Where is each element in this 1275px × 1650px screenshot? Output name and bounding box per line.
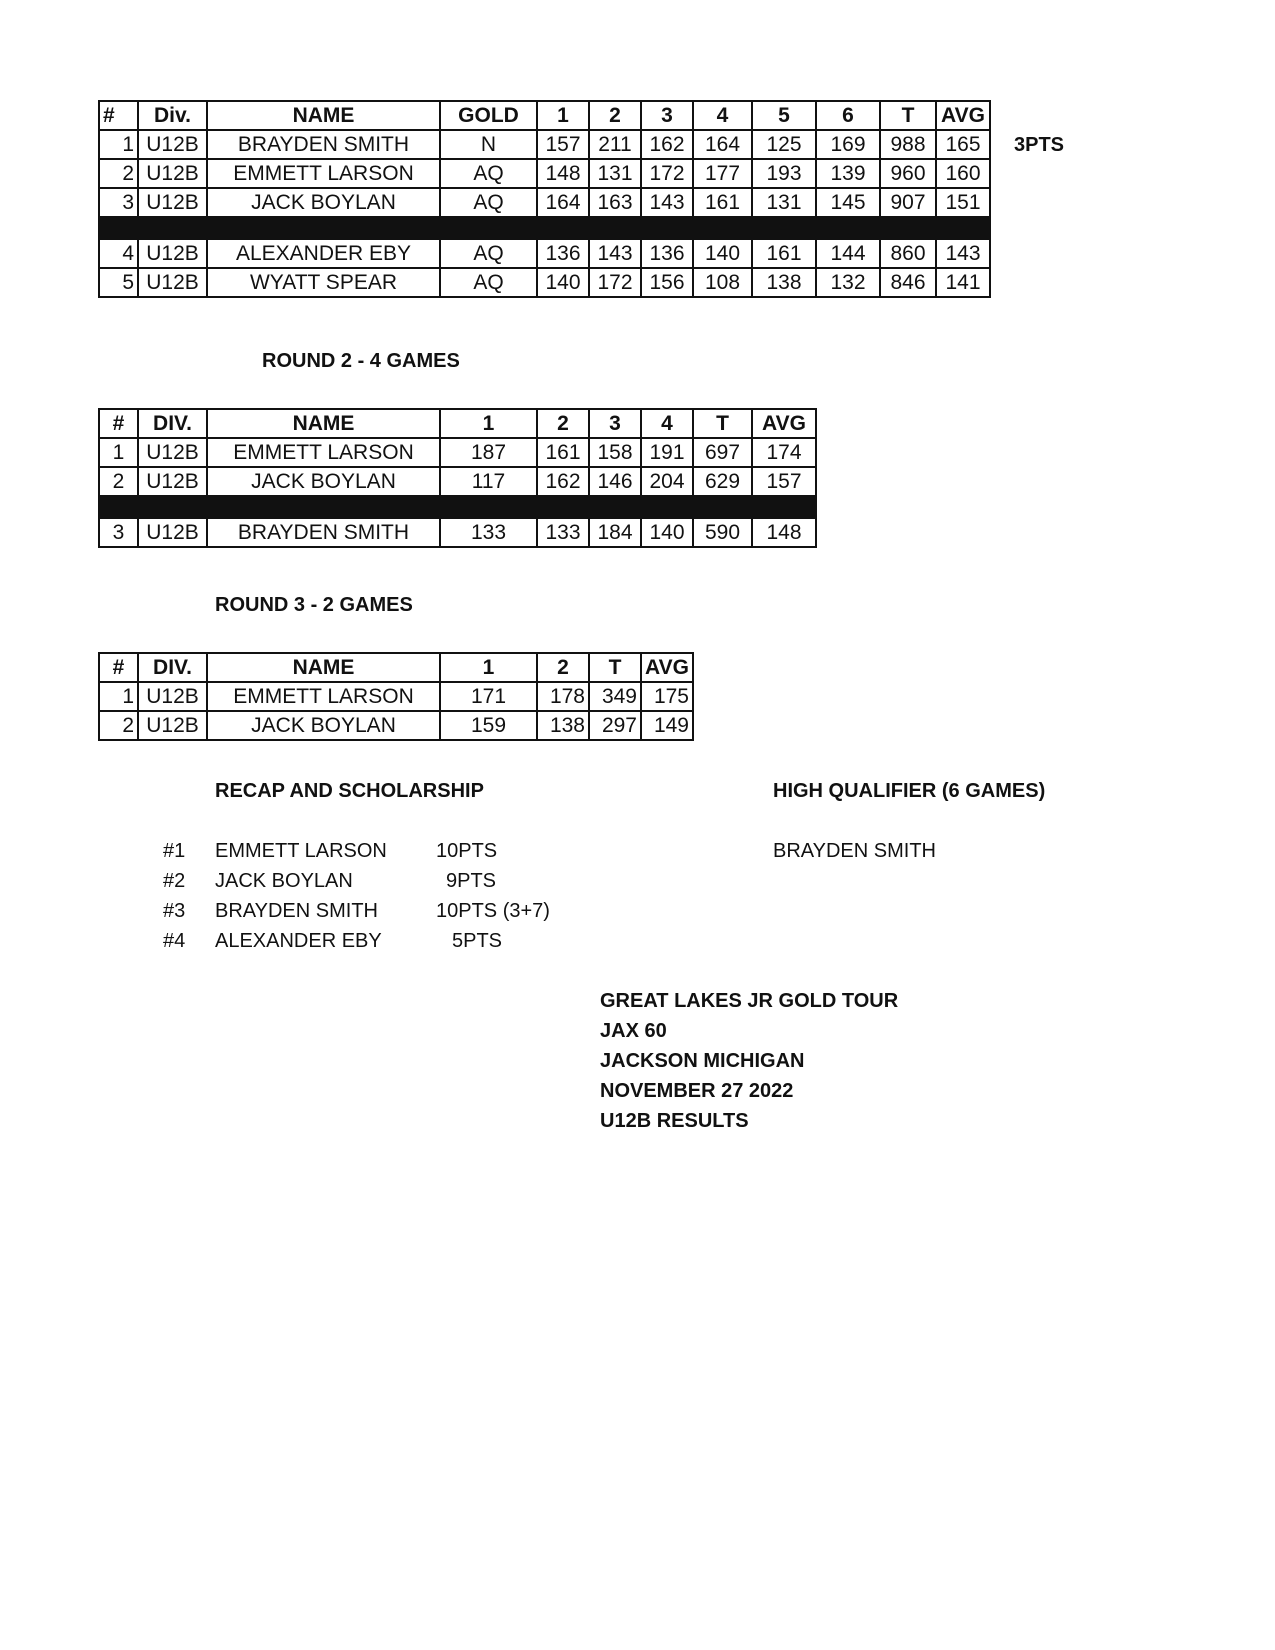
cell-name: BRAYDEN SMITH <box>207 130 440 159</box>
col-header: 5 <box>752 101 816 130</box>
cell-name: WYATT SPEAR <box>207 268 440 297</box>
cell-game: 193 <box>752 159 816 188</box>
table-row <box>99 518 816 547</box>
col-header: 6 <box>816 101 880 130</box>
col-header: T <box>693 409 752 438</box>
event-line: GREAT LAKES JR GOLD TOUR <box>600 990 899 1012</box>
cell-avg: 160 <box>936 159 990 188</box>
cell-div: U12B <box>138 438 207 467</box>
cell-game: 144 <box>816 239 880 268</box>
cell-gold: N <box>440 130 537 159</box>
cell-game: 140 <box>537 268 589 297</box>
cell-game: 140 <box>693 239 752 268</box>
col-header: 3 <box>641 101 693 130</box>
table-row <box>99 239 990 268</box>
table-row <box>99 438 816 467</box>
col-header: 3 <box>589 409 641 438</box>
event-line: JACKSON MICHIGAN <box>600 1050 805 1072</box>
cell-game: 138 <box>537 711 589 740</box>
cell-total: 590 <box>693 518 752 547</box>
cell-game: 172 <box>589 268 641 297</box>
cell-gold: AQ <box>440 268 537 297</box>
col-header: AVG <box>641 653 693 682</box>
col-header: # <box>99 101 138 130</box>
cell-game: 156 <box>641 268 693 297</box>
recap-rank: #4 <box>163 930 186 952</box>
cell-rank: 2 <box>99 711 138 740</box>
col-header: # <box>99 409 138 438</box>
cell-game: 139 <box>816 159 880 188</box>
cell-game: 146 <box>589 467 641 496</box>
col-header: AVG <box>936 101 990 130</box>
cell-rank: 4 <box>99 239 138 268</box>
cell-div: U12B <box>138 159 207 188</box>
table-row <box>99 188 990 217</box>
cell-avg: 165 <box>936 130 990 159</box>
row1-points-note: 3PTS <box>1014 134 1065 156</box>
cell-avg: 157 <box>752 467 816 496</box>
col-header: Div. <box>138 101 207 130</box>
qualifying-results-table <box>98 100 991 298</box>
cell-game: 133 <box>537 518 589 547</box>
col-header: 1 <box>440 409 537 438</box>
cell-rank: 1 <box>99 130 138 159</box>
table-row <box>99 130 990 159</box>
cell-game: 187 <box>440 438 537 467</box>
col-header: T <box>589 653 641 682</box>
col-header: 1 <box>537 101 589 130</box>
table-header-row <box>99 101 990 130</box>
table-header-row <box>99 409 816 438</box>
col-header: 2 <box>537 653 589 682</box>
cell-game: 143 <box>641 188 693 217</box>
cell-game: 163 <box>589 188 641 217</box>
recap-name: EMMETT LARSON <box>215 840 387 862</box>
cell-name: JACK BOYLAN <box>207 467 440 496</box>
cell-total: 697 <box>693 438 752 467</box>
cell-game: 161 <box>693 188 752 217</box>
cell-game: 132 <box>816 268 880 297</box>
cell-rank: 1 <box>99 682 138 711</box>
cell-game: 159 <box>440 711 537 740</box>
recap-points: 10PTS <box>436 840 498 862</box>
cell-game: 158 <box>589 438 641 467</box>
cell-game: 136 <box>641 239 693 268</box>
col-header: NAME <box>207 101 440 130</box>
recap-name: ALEXANDER EBY <box>215 930 382 952</box>
recap-rank: #3 <box>163 900 186 922</box>
cell-name: EMMETT LARSON <box>207 438 440 467</box>
cell-game: 117 <box>440 467 537 496</box>
recap-title: RECAP AND SCHOLARSHIP <box>215 780 484 802</box>
cell-total: 988 <box>880 130 936 159</box>
cell-div: U12B <box>138 711 207 740</box>
col-header: NAME <box>207 409 440 438</box>
cell-rank: 2 <box>99 159 138 188</box>
cell-name: BRAYDEN SMITH <box>207 518 440 547</box>
col-header: # <box>99 653 138 682</box>
event-line: NOVEMBER 27 2022 <box>600 1080 794 1102</box>
cell-name: JACK BOYLAN <box>207 188 440 217</box>
col-header: DIV. <box>138 409 207 438</box>
cell-total: 907 <box>880 188 936 217</box>
round2-title: ROUND 2 - 4 GAMES <box>262 350 460 372</box>
cell-div: U12B <box>138 130 207 159</box>
cell-avg: 174 <box>752 438 816 467</box>
round2-table <box>98 408 817 548</box>
cut-line <box>99 217 990 239</box>
cell-total: 860 <box>880 239 936 268</box>
cell-game: 131 <box>752 188 816 217</box>
col-header: 4 <box>641 409 693 438</box>
round3-table <box>98 652 694 741</box>
cell-gold: AQ <box>440 159 537 188</box>
cell-game: 138 <box>752 268 816 297</box>
cell-avg: 175 <box>641 682 693 711</box>
col-header: NAME <box>207 653 440 682</box>
cell-game: 161 <box>752 239 816 268</box>
table-row <box>99 682 693 711</box>
cell-avg: 149 <box>641 711 693 740</box>
cell-total: 960 <box>880 159 936 188</box>
cell-div: U12B <box>138 467 207 496</box>
cell-div: U12B <box>138 682 207 711</box>
recap-name: JACK BOYLAN <box>215 870 353 892</box>
cell-avg: 143 <box>936 239 990 268</box>
round3-title: ROUND 3 - 2 GAMES <box>215 594 413 616</box>
cell-game: 177 <box>693 159 752 188</box>
cell-game: 136 <box>537 239 589 268</box>
high-qualifier-name: BRAYDEN SMITH <box>773 840 936 862</box>
cell-name: EMMETT LARSON <box>207 682 440 711</box>
cell-rank: 1 <box>99 438 138 467</box>
recap-points: 5PTS <box>452 930 503 952</box>
recap-name: BRAYDEN SMITH <box>215 900 378 922</box>
col-header: 2 <box>589 101 641 130</box>
cut-line <box>99 496 816 518</box>
recap-rank: #1 <box>163 840 186 862</box>
table-row <box>99 467 816 496</box>
cell-game: 172 <box>641 159 693 188</box>
cell-game: 204 <box>641 467 693 496</box>
cell-game: 169 <box>816 130 880 159</box>
cell-total: 846 <box>880 268 936 297</box>
cell-div: U12B <box>138 188 207 217</box>
cell-game: 164 <box>537 188 589 217</box>
cell-game: 211 <box>589 130 641 159</box>
cell-total: 349 <box>589 682 641 711</box>
cell-game: 191 <box>641 438 693 467</box>
cell-avg: 148 <box>752 518 816 547</box>
cell-name: EMMETT LARSON <box>207 159 440 188</box>
col-header: 2 <box>537 409 589 438</box>
cell-game: 108 <box>693 268 752 297</box>
cell-name: JACK BOYLAN <box>207 711 440 740</box>
cell-rank: 2 <box>99 467 138 496</box>
table-row <box>99 268 990 297</box>
cell-gold: AQ <box>440 188 537 217</box>
cell-rank: 3 <box>99 518 138 547</box>
cell-game: 162 <box>537 467 589 496</box>
cell-game: 125 <box>752 130 816 159</box>
cell-game: 161 <box>537 438 589 467</box>
col-header: T <box>880 101 936 130</box>
cell-avg: 141 <box>936 268 990 297</box>
recap-points: 9PTS <box>446 870 497 892</box>
table-row <box>99 711 693 740</box>
table-row <box>99 159 990 188</box>
event-line: JAX 60 <box>600 1020 667 1042</box>
cell-div: U12B <box>138 518 207 547</box>
cell-game: 140 <box>641 518 693 547</box>
cell-game: 164 <box>693 130 752 159</box>
cut-line-bar <box>99 217 990 239</box>
col-header: 4 <box>693 101 752 130</box>
cell-rank: 3 <box>99 188 138 217</box>
cell-game: 162 <box>641 130 693 159</box>
cell-total: 629 <box>693 467 752 496</box>
cell-avg: 151 <box>936 188 990 217</box>
cell-div: U12B <box>138 239 207 268</box>
cell-game: 148 <box>537 159 589 188</box>
cell-gold: AQ <box>440 239 537 268</box>
col-header: 1 <box>440 653 537 682</box>
cell-game: 131 <box>589 159 641 188</box>
cell-total: 297 <box>589 711 641 740</box>
col-header: GOLD <box>440 101 537 130</box>
cell-game: 157 <box>537 130 589 159</box>
recap-rank: #2 <box>163 870 186 892</box>
cell-game: 143 <box>589 239 641 268</box>
high-qualifier-title: HIGH QUALIFIER (6 GAMES) <box>773 780 1046 802</box>
cell-game: 133 <box>440 518 537 547</box>
col-header: DIV. <box>138 653 207 682</box>
table-header-row <box>99 653 693 682</box>
cell-game: 171 <box>440 682 537 711</box>
cell-name: ALEXANDER EBY <box>207 239 440 268</box>
recap-points: 10PTS (3+7) <box>436 900 550 922</box>
cell-game: 145 <box>816 188 880 217</box>
cell-game: 178 <box>537 682 589 711</box>
cut-line-bar <box>99 496 816 518</box>
event-line: U12B RESULTS <box>600 1110 749 1132</box>
cell-rank: 5 <box>99 268 138 297</box>
col-header: AVG <box>752 409 816 438</box>
cell-game: 184 <box>589 518 641 547</box>
cell-div: U12B <box>138 268 207 297</box>
